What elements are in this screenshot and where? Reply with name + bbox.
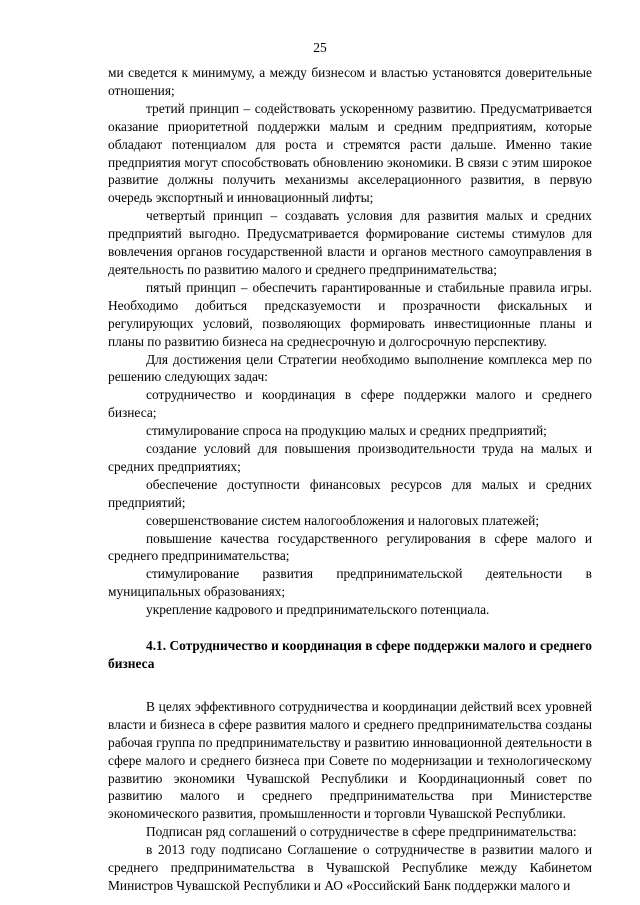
list-item: укрепление кадрового и предпринимательского потенциала. [146,602,490,618]
paragraph: Подписан ряд соглашений о сотрудничестве в сфере предпринимательства: [146,824,577,840]
paragraph: Для достижения цели Стратегии необходимо выполнение комплекса мер по решению следующих задач: [108,351,592,385]
paragraph: третий принцип – содействовать ускоренному развитию. Предусматривается оказание приоритетной поддержки малым и средним предприятиям, которые обладают потенциалом для роста и стремятся расти дальше. Именно такие предприятия могут способствовать обновлению экономики. В связи с этим широкое развитие должны получить механизмы акселерационного развития, в первую очередь экспортный и инновационный лифты; [108,100,592,206]
paragraph: четвертый принцип – создавать условия для развития малых и средних предприятий выгодно. Предусматривается формирование системы стимулов для вовлечения органов государственной власти и органов местного самоуправления в деятельность по развитию малого и среднего предпринимательства; [108,208,592,277]
heading-spacer [108,673,592,698]
paragraph: пятый принцип – обеспечить гарантированные и стабильные правила игры. Необходимо добиться предсказуемости и прозрачности фискальных и регулирующих условий, позволяющих формировать инвестиционные планы и планы по развитию бизнеса на среднесрочную и долгосрочную перспективу. [108,279,592,349]
page-number: 25 [313,40,327,55]
paragraph: в 2013 году подписано Соглашение о сотрудничестве в развитии малого и среднего предпринимательства в Чувашской Республике между Кабинетом Министров Чувашской Республики и АО «Российский Банк поддержки малого и [108,842,592,893]
list-item: обеспечение доступности финансовых ресурсов для малых и средних предприятий; [108,476,592,510]
list-item: создание условий для повышения производительности труда на малых и средних предприятиях; [108,441,592,474]
paragraph: В целях эффективного сотрудничества и координации действий всех уровней власти и бизнеса в сфере развития малого и среднего предпринимательства созданы рабочая группа по предпринимательству и развитию инновационной деятельности в сфере малого и среднего бизнеса при Совете по модернизации и технологическому развитию экономики Чувашской Республики и Координационный совет по развитию малого и среднего предпринимательства при Министерстве экономического развития, промышленности и торговли Чувашской Республики. [108,698,592,822]
list-item: повышение качества государственного регулирования в сфере малого и среднего предпринимательства; [108,530,592,564]
document-body [108,64,592,895]
list-item: совершенствование систем налогообложения и налоговых платежей; [146,512,540,528]
section-heading: 4.1. Сотрудничество и координация в сфере поддержки малого и среднего бизнеса [108,638,592,671]
paragraph: ми сведется к минимуму, а между бизнесом и властью установятся доверительные отношения; [108,65,592,98]
list-item: стимулирование развития предпринимательской деятельности в муниципальных образованиях; [108,566,592,600]
list-item: сотрудничество и координация в сфере поддержки малого и среднего бизнеса; [108,387,592,421]
list-item: стимулирование спроса на продукцию малых и средних предприятий; [146,423,547,439]
